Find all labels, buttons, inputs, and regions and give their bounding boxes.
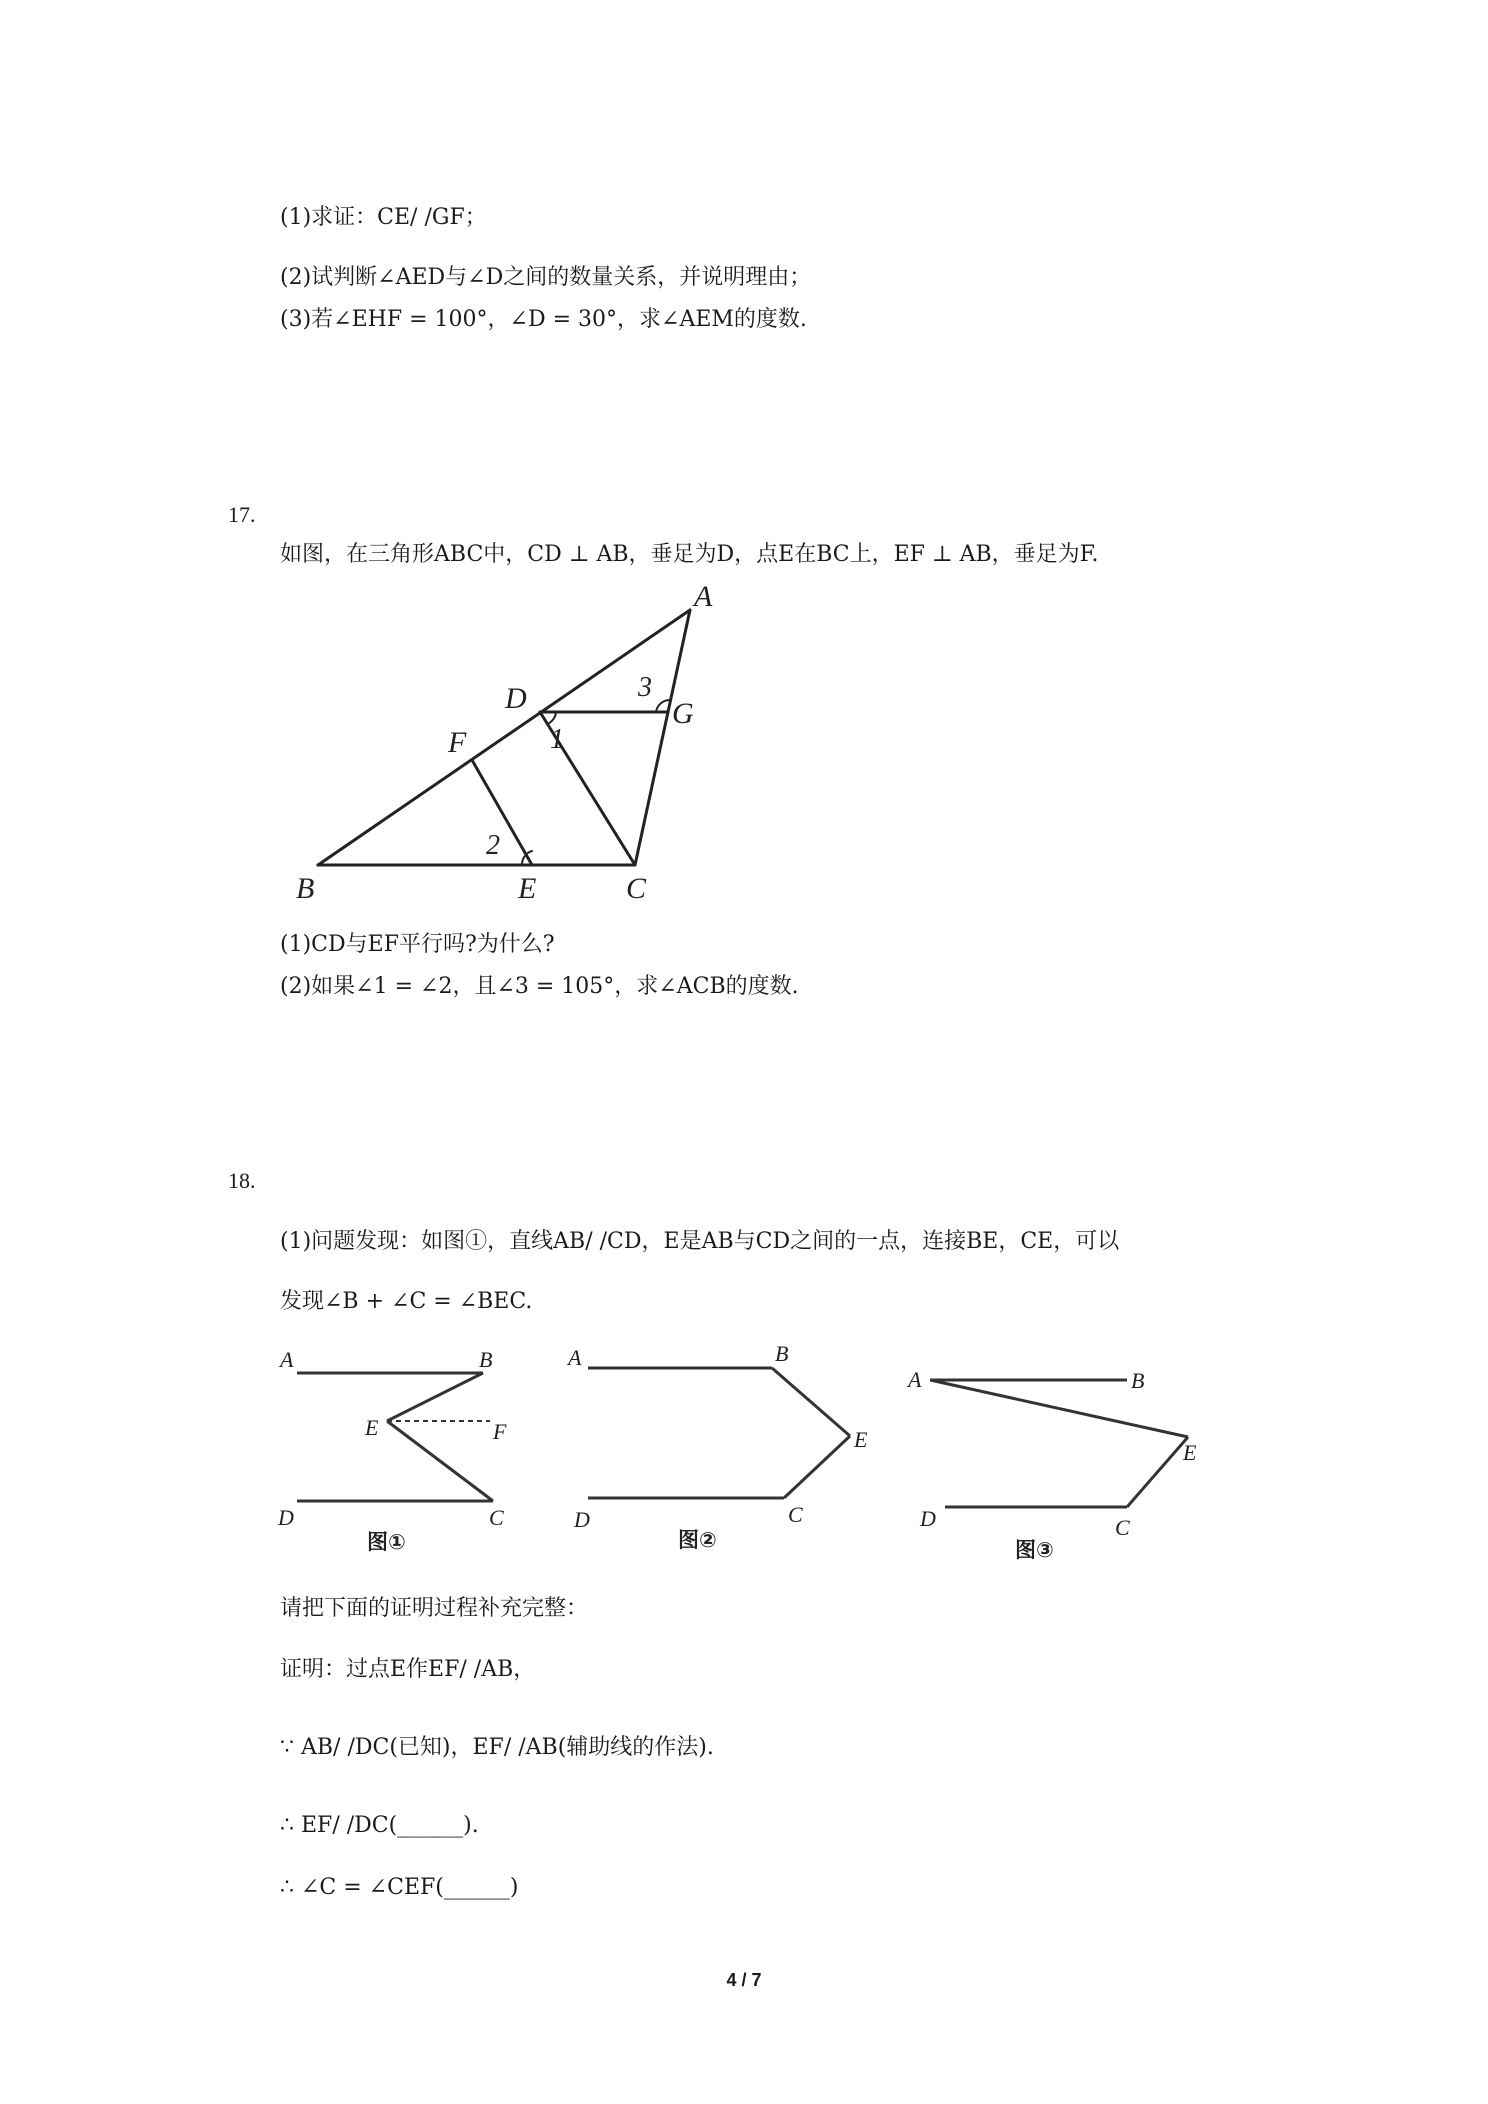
side-ac: [635, 610, 690, 865]
label-angle1: 1: [550, 724, 564, 755]
q16-part1: (1)求证：CE/ /GF；: [280, 205, 487, 230]
fig1-label-d: D: [278, 1505, 294, 1530]
label-f: F: [448, 726, 467, 759]
segment-be: [772, 1368, 850, 1436]
fig3-label-e: E: [1183, 1440, 1197, 1465]
label-angle2: 2: [486, 830, 500, 861]
segment-ec: [1127, 1437, 1188, 1507]
q16-part3: (3)若∠EHF = 100°，∠D = 30°，求∠AEM的度数.: [280, 307, 807, 332]
fig1-label-f: F: [493, 1419, 507, 1444]
label-b: B: [296, 872, 315, 905]
angle1-arc: [547, 712, 556, 724]
q18-figure-2: [560, 1335, 880, 1575]
segment-ef: [472, 760, 532, 865]
q18-part1-line1: (1)问题发现：如图①，直线AB/ /CD，E是AB与CD之间的一点，连接BE，CE，可以: [280, 1229, 1120, 1254]
q17-part1: (1)CD与EF平行吗?为什么?: [280, 932, 555, 957]
fig1-label-c: C: [489, 1505, 504, 1530]
fig2-label-e: E: [854, 1427, 868, 1452]
segment-ec: [387, 1421, 493, 1501]
q16-part2: (2)试判断∠AED与∠D之间的数量关系，并说明理由；: [280, 265, 812, 290]
label-c: C: [626, 872, 647, 905]
q18-figure-3: [905, 1345, 1215, 1585]
fig3-label-d: D: [920, 1506, 936, 1531]
fig2-label-c: C: [788, 1502, 803, 1527]
fig2-label-b: B: [775, 1341, 789, 1366]
q17-stem: 如图，在三角形ABC中，CD ⊥ AB，垂足为D，点E在BC上，EF ⊥ AB，垂足为F.: [280, 542, 1099, 567]
label-d: D: [505, 682, 527, 715]
fig2-caption: 图②: [678, 1528, 717, 1552]
q18-proof-line1: 证明：过点E作EF/ /AB，: [280, 1657, 536, 1682]
fig3-caption: 图③: [1015, 1538, 1054, 1562]
fig2-label-a: A: [568, 1345, 582, 1370]
fig2-label-d: D: [574, 1507, 590, 1532]
label-angle3: 3: [638, 672, 652, 703]
fig3-label-b: B: [1131, 1368, 1145, 1393]
q18-proof-line2: ∵ AB/ /DC(已知)，EF/ /AB(辅助线的作法).: [280, 1735, 714, 1760]
label-e: E: [518, 872, 537, 905]
q18-number: 18.: [228, 1168, 256, 1193]
q17-triangle-figure: [290, 580, 740, 910]
fig3-label-a: A: [908, 1367, 922, 1392]
side-ba: [318, 610, 690, 865]
fig1-caption: 图①: [367, 1530, 406, 1554]
label-g: G: [672, 697, 694, 730]
fig1-label-e: E: [365, 1415, 379, 1440]
segment-ec: [784, 1436, 850, 1498]
segment-ae: [930, 1380, 1188, 1437]
q18-proof-line4: ∴ ∠C = ∠CEF(______): [280, 1875, 519, 1900]
label-a: A: [694, 580, 713, 613]
q17-number: 17.: [228, 502, 256, 527]
fig1-label-b: B: [479, 1347, 493, 1372]
page-number: 4 / 7: [726, 1970, 762, 1990]
fig1-label-a: A: [280, 1347, 294, 1372]
q17-part2: (2)如果∠1 = ∠2，且∠3 = 105°，求∠ACB的度数.: [280, 974, 799, 999]
q18-part1-line2: 发现∠B + ∠C = ∠BEC.: [280, 1289, 533, 1314]
fig3-label-c: C: [1115, 1515, 1130, 1540]
q18-instruction: 请把下面的证明过程补充完整：: [280, 1596, 589, 1621]
segment-be: [387, 1373, 483, 1421]
q18-proof-line3: ∴ EF/ /DC(______).: [280, 1813, 479, 1838]
q18-figure-1: [275, 1335, 515, 1575]
